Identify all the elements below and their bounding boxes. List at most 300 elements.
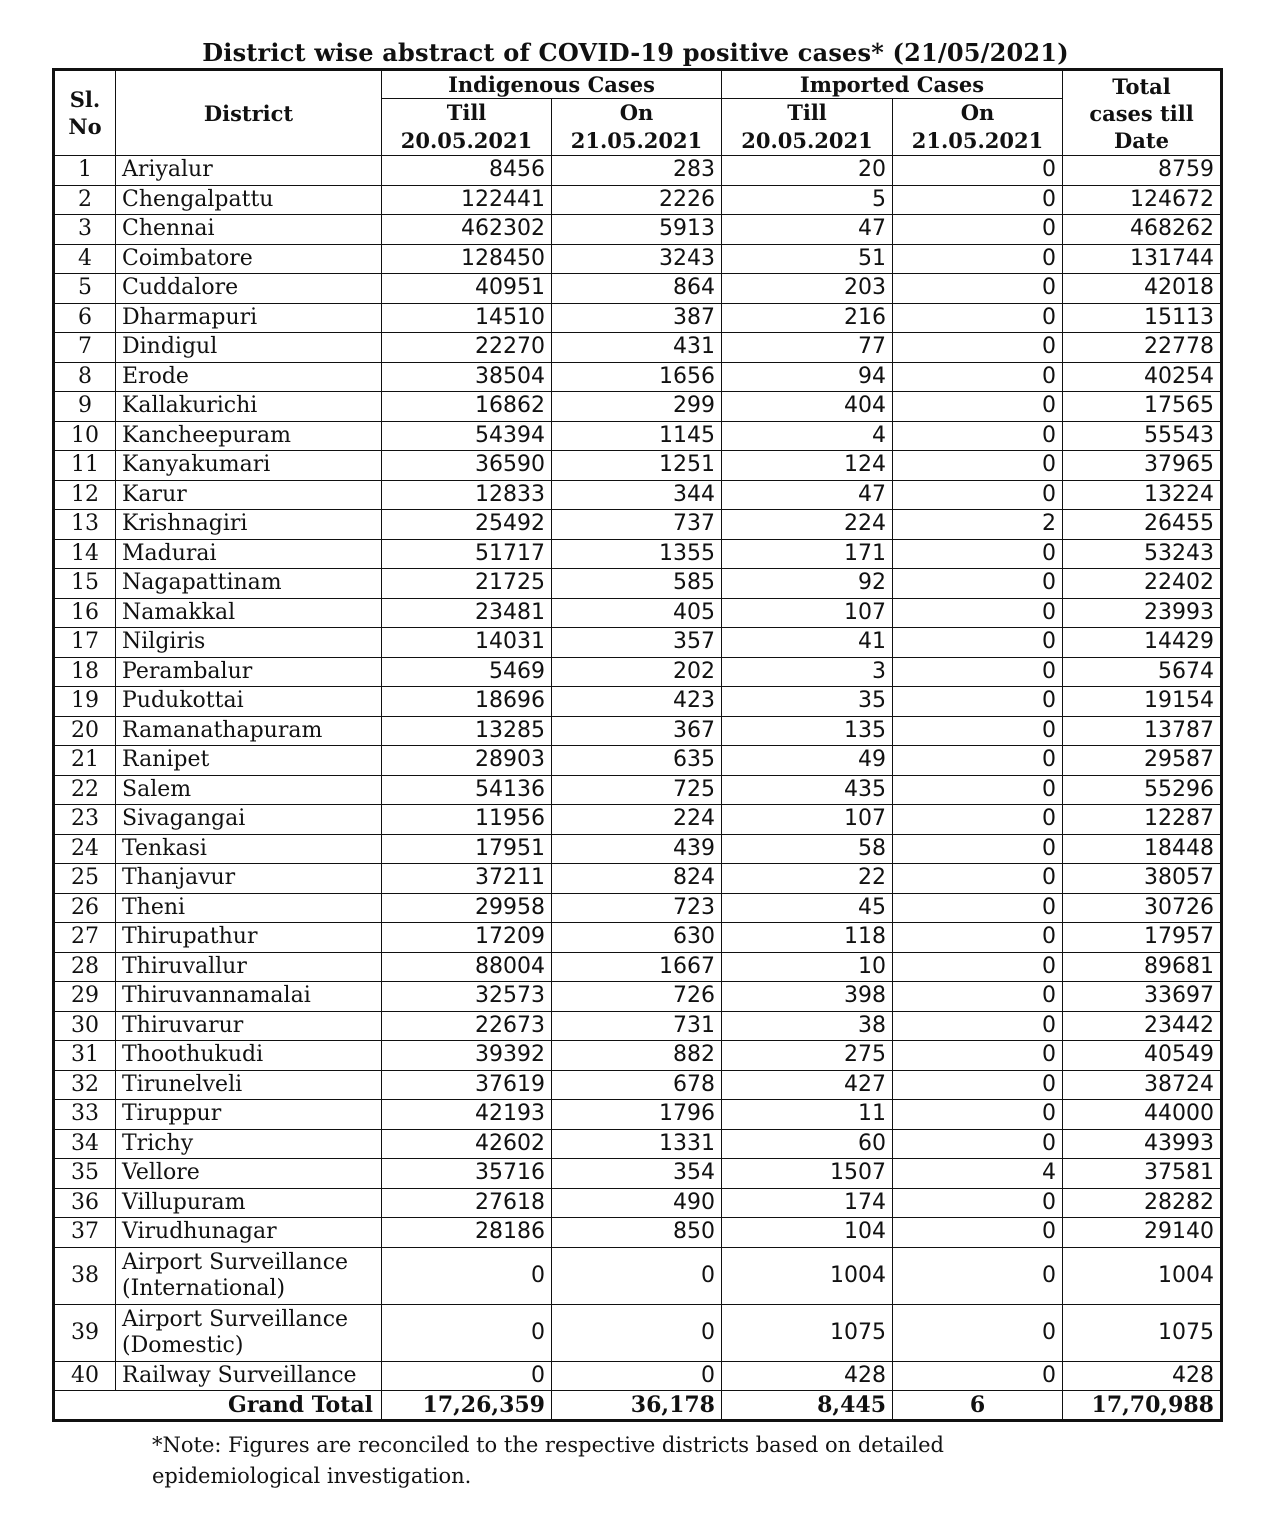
cell-imp-on: 0 xyxy=(893,598,1063,628)
cell-imp-till: 35 xyxy=(722,687,893,717)
cell-district: Perambalur xyxy=(116,657,382,687)
cell-sl-no: 18 xyxy=(54,657,116,687)
table-row xyxy=(54,1218,1222,1248)
cell-ind-on: 283 xyxy=(552,156,722,186)
cell-imp-till: 47 xyxy=(722,480,893,510)
cell-total: 42018 xyxy=(1063,274,1222,304)
cell-total: 19154 xyxy=(1063,687,1222,717)
cell-ind-on: 882 xyxy=(552,1041,722,1071)
table-row xyxy=(54,303,1222,333)
cell-sl-no: 11 xyxy=(54,451,116,481)
cell-imp-on: 0 xyxy=(893,657,1063,687)
cell-ind-till: 17209 xyxy=(382,923,552,953)
cell-sl-no: 23 xyxy=(54,805,116,835)
cell-district: Kancheepuram xyxy=(116,421,382,451)
cell-total: 12287 xyxy=(1063,805,1222,835)
table-row xyxy=(54,982,1222,1012)
cell-ind-till: 36590 xyxy=(382,451,552,481)
cell-ind-till: 35716 xyxy=(382,1159,552,1189)
cell-total: 1075 xyxy=(1063,1304,1222,1361)
cell-imp-till: 10 xyxy=(722,952,893,982)
cell-ind-on: 635 xyxy=(552,746,722,776)
cell-ind-on: 224 xyxy=(552,805,722,835)
cell-imp-on: 0 xyxy=(893,1129,1063,1159)
table-row xyxy=(54,805,1222,835)
cell-imp-till: 51 xyxy=(722,244,893,274)
cell-total: 468262 xyxy=(1063,215,1222,245)
cell-ind-on: 0 xyxy=(552,1304,722,1361)
table-header xyxy=(54,70,1222,156)
cell-ind-till: 28903 xyxy=(382,746,552,776)
table-row xyxy=(54,274,1222,304)
cell-sl-no: 35 xyxy=(54,1159,116,1189)
cell-ind-on: 1331 xyxy=(552,1129,722,1159)
cell-sl-no: 16 xyxy=(54,598,116,628)
cell-total: 14429 xyxy=(1063,628,1222,658)
table-row xyxy=(54,1304,1222,1361)
table-row xyxy=(54,1041,1222,1071)
cell-ind-till: 54136 xyxy=(382,775,552,805)
cell-imp-till: 107 xyxy=(722,805,893,835)
cell-sl-no: 40 xyxy=(54,1361,116,1391)
cell-imp-on: 0 xyxy=(893,1100,1063,1130)
table-row xyxy=(54,1100,1222,1130)
cell-imp-on: 0 xyxy=(893,274,1063,304)
header-ind-on-date: 21.05.2021 xyxy=(552,127,722,156)
table-row xyxy=(54,716,1222,746)
cell-ind-till: 22270 xyxy=(382,333,552,363)
cell-sl-no: 27 xyxy=(54,923,116,953)
cell-imp-till: 77 xyxy=(722,333,893,363)
cell-district: Thiruvarur xyxy=(116,1011,382,1041)
cell-ind-till: 54394 xyxy=(382,421,552,451)
table-row xyxy=(54,333,1222,363)
table-row xyxy=(54,1247,1222,1304)
cell-ind-on: 630 xyxy=(552,923,722,953)
cell-ind-on: 431 xyxy=(552,333,722,363)
cell-sl-no: 37 xyxy=(54,1218,116,1248)
cell-district: Krishnagiri xyxy=(116,510,382,540)
cell-imp-on: 0 xyxy=(893,628,1063,658)
cell-imp-till: 428 xyxy=(722,1361,893,1391)
table-row xyxy=(54,421,1222,451)
cell-imp-till: 1507 xyxy=(722,1159,893,1189)
header-imp-on: On xyxy=(893,99,1063,127)
cell-sl-no: 4 xyxy=(54,244,116,274)
cell-ind-on: 367 xyxy=(552,716,722,746)
table-row xyxy=(54,1011,1222,1041)
cell-imp-till: 224 xyxy=(722,510,893,540)
cell-imp-on: 0 xyxy=(893,1218,1063,1248)
cell-imp-on: 0 xyxy=(893,421,1063,451)
cell-imp-till: 5 xyxy=(722,185,893,215)
table-row xyxy=(54,1070,1222,1100)
table-row xyxy=(54,451,1222,481)
cell-district: Tirunelveli xyxy=(116,1070,382,1100)
grand-total-imp-till: 8,445 xyxy=(722,1391,893,1421)
cell-imp-till: 94 xyxy=(722,362,893,392)
cell-imp-on: 0 xyxy=(893,805,1063,835)
cell-ind-on: 3243 xyxy=(552,244,722,274)
cell-sl-no: 21 xyxy=(54,746,116,776)
cell-ind-till: 11956 xyxy=(382,805,552,835)
cell-ind-till: 22673 xyxy=(382,1011,552,1041)
cell-total: 29140 xyxy=(1063,1218,1222,1248)
page-title: District wise abstract of COVID-19 positive cases* (21/05/2021) xyxy=(202,38,1069,67)
cell-district: Madurai xyxy=(116,539,382,569)
cell-district: Tiruppur xyxy=(116,1100,382,1130)
table-row xyxy=(54,628,1222,658)
cell-imp-till: 3 xyxy=(722,657,893,687)
cell-total: 124672 xyxy=(1063,185,1222,215)
cell-ind-till: 5469 xyxy=(382,657,552,687)
cell-imp-till: 20 xyxy=(722,156,893,186)
header-ind-on: On xyxy=(552,99,722,127)
cell-total: 13224 xyxy=(1063,480,1222,510)
cell-imp-on: 0 xyxy=(893,982,1063,1012)
cell-ind-till: 42193 xyxy=(382,1100,552,1130)
cell-ind-on: 2226 xyxy=(552,185,722,215)
header-indigenous: Indigenous Cases xyxy=(382,70,722,99)
cell-imp-till: 4 xyxy=(722,421,893,451)
cell-ind-till: 14510 xyxy=(382,303,552,333)
cell-imp-till: 135 xyxy=(722,716,893,746)
cell-imp-on: 0 xyxy=(893,480,1063,510)
cell-district: Theni xyxy=(116,893,382,923)
cell-imp-till: 124 xyxy=(722,451,893,481)
cell-imp-on: 0 xyxy=(893,1361,1063,1391)
cell-sl-no: 24 xyxy=(54,834,116,864)
cell-district: Railway Surveillance xyxy=(116,1361,382,1391)
table-row xyxy=(54,1129,1222,1159)
table-row xyxy=(54,392,1222,422)
cell-district: Dharmapuri xyxy=(116,303,382,333)
cell-ind-till: 14031 xyxy=(382,628,552,658)
cell-total: 37965 xyxy=(1063,451,1222,481)
cell-total: 18448 xyxy=(1063,834,1222,864)
cell-ind-till: 38504 xyxy=(382,362,552,392)
cell-imp-on: 0 xyxy=(893,893,1063,923)
cell-imp-on: 0 xyxy=(893,392,1063,422)
cell-district: Virudhunagar xyxy=(116,1218,382,1248)
cell-sl-no: 32 xyxy=(54,1070,116,1100)
cell-ind-on: 678 xyxy=(552,1070,722,1100)
cell-sl-no: 28 xyxy=(54,952,116,982)
cell-total: 55296 xyxy=(1063,775,1222,805)
table-row xyxy=(54,746,1222,776)
cell-ind-on: 726 xyxy=(552,982,722,1012)
cell-ind-on: 439 xyxy=(552,834,722,864)
table-row xyxy=(54,775,1222,805)
cell-imp-on: 0 xyxy=(893,215,1063,245)
cell-total: 33697 xyxy=(1063,982,1222,1012)
cell-district: Nagapattinam xyxy=(116,569,382,599)
cell-sl-no: 1 xyxy=(54,156,116,186)
cell-imp-on: 0 xyxy=(893,775,1063,805)
cell-ind-till: 29958 xyxy=(382,893,552,923)
cell-imp-on: 0 xyxy=(893,539,1063,569)
grand-total-label: Grand Total xyxy=(54,1391,382,1421)
cell-total: 55543 xyxy=(1063,421,1222,451)
cell-district: Thoothukudi xyxy=(116,1041,382,1071)
table-row xyxy=(54,244,1222,274)
cell-imp-on: 0 xyxy=(893,185,1063,215)
cell-district: Thanjavur xyxy=(116,864,382,894)
table-row xyxy=(54,923,1222,953)
cell-total: 8759 xyxy=(1063,156,1222,186)
header-total: Total cases till Date xyxy=(1063,70,1222,156)
cell-district: Villupuram xyxy=(116,1188,382,1218)
header-sl-no: Sl. No xyxy=(54,70,116,156)
cell-total: 23442 xyxy=(1063,1011,1222,1041)
cell-imp-till: 107 xyxy=(722,598,893,628)
cell-imp-till: 49 xyxy=(722,746,893,776)
cell-imp-on: 4 xyxy=(893,1159,1063,1189)
cell-total: 26455 xyxy=(1063,510,1222,540)
cell-district: Kallakurichi xyxy=(116,392,382,422)
header-imp-on-date: 21.05.2021 xyxy=(893,127,1063,156)
cell-ind-till: 27618 xyxy=(382,1188,552,1218)
cell-imp-till: 60 xyxy=(722,1129,893,1159)
cell-ind-on: 737 xyxy=(552,510,722,540)
cell-total: 131744 xyxy=(1063,244,1222,274)
cell-district: Erode xyxy=(116,362,382,392)
cell-ind-till: 23481 xyxy=(382,598,552,628)
cell-sl-no: 6 xyxy=(54,303,116,333)
cell-district: Tenkasi xyxy=(116,834,382,864)
cell-imp-till: 1004 xyxy=(722,1247,893,1304)
cell-total: 17957 xyxy=(1063,923,1222,953)
cell-imp-on: 2 xyxy=(893,510,1063,540)
cell-ind-till: 0 xyxy=(382,1361,552,1391)
cell-ind-till: 21725 xyxy=(382,569,552,599)
cell-ind-till: 42602 xyxy=(382,1129,552,1159)
cell-ind-on: 423 xyxy=(552,687,722,717)
cell-ind-till: 51717 xyxy=(382,539,552,569)
cell-imp-till: 92 xyxy=(722,569,893,599)
table-row xyxy=(54,1159,1222,1189)
cell-total: 43993 xyxy=(1063,1129,1222,1159)
cell-imp-till: 1075 xyxy=(722,1304,893,1361)
cell-ind-till: 32573 xyxy=(382,982,552,1012)
cell-sl-no: 20 xyxy=(54,716,116,746)
cell-imp-till: 174 xyxy=(722,1188,893,1218)
table-footer xyxy=(54,1391,1222,1421)
cell-district: Cuddalore xyxy=(116,274,382,304)
cell-ind-on: 1251 xyxy=(552,451,722,481)
grand-total-imp-on: 6 xyxy=(893,1391,1063,1421)
cell-imp-on: 0 xyxy=(893,923,1063,953)
table-row xyxy=(54,569,1222,599)
grand-total-ind-till: 17,26,359 xyxy=(382,1391,552,1421)
table-row xyxy=(54,185,1222,215)
cell-ind-on: 585 xyxy=(552,569,722,599)
cell-ind-on: 1656 xyxy=(552,362,722,392)
cell-ind-on: 1145 xyxy=(552,421,722,451)
grand-total-ind-on: 36,178 xyxy=(552,1391,722,1421)
footnote: *Note: Figures are reconciled to the respective districts based on detailed epidemiological investigation. xyxy=(152,1433,944,1488)
cell-sl-no: 8 xyxy=(54,362,116,392)
cell-district: Airport Surveillance (Domestic) xyxy=(116,1304,382,1361)
cell-total: 23993 xyxy=(1063,598,1222,628)
cell-ind-on: 202 xyxy=(552,657,722,687)
cell-total: 38057 xyxy=(1063,864,1222,894)
cell-total: 13787 xyxy=(1063,716,1222,746)
cell-ind-on: 344 xyxy=(552,480,722,510)
cell-ind-on: 864 xyxy=(552,274,722,304)
cell-district: Salem xyxy=(116,775,382,805)
table-row xyxy=(54,156,1222,186)
cell-imp-till: 435 xyxy=(722,775,893,805)
table-row xyxy=(54,362,1222,392)
cell-ind-on: 405 xyxy=(552,598,722,628)
cell-imp-on: 0 xyxy=(893,1188,1063,1218)
cell-district: Airport Surveillance (International) xyxy=(116,1247,382,1304)
cell-district: Thirupathur xyxy=(116,923,382,953)
cell-district: Coimbatore xyxy=(116,244,382,274)
cell-ind-till: 39392 xyxy=(382,1041,552,1071)
table-row xyxy=(54,834,1222,864)
cell-imp-till: 171 xyxy=(722,539,893,569)
cell-sl-no: 2 xyxy=(54,185,116,215)
cell-imp-on: 0 xyxy=(893,362,1063,392)
cell-district: Dindigul xyxy=(116,333,382,363)
cell-imp-till: 47 xyxy=(722,215,893,245)
cell-district: Karur xyxy=(116,480,382,510)
cell-sl-no: 36 xyxy=(54,1188,116,1218)
cell-ind-till: 25492 xyxy=(382,510,552,540)
table-row xyxy=(54,539,1222,569)
cell-district: Pudukottai xyxy=(116,687,382,717)
cell-ind-till: 0 xyxy=(382,1304,552,1361)
cell-sl-no: 19 xyxy=(54,687,116,717)
cell-imp-on: 0 xyxy=(893,244,1063,274)
cell-ind-till: 18696 xyxy=(382,687,552,717)
cell-imp-on: 0 xyxy=(893,1011,1063,1041)
cell-sl-no: 31 xyxy=(54,1041,116,1071)
cell-ind-till: 37211 xyxy=(382,864,552,894)
table-row xyxy=(54,893,1222,923)
cell-imp-till: 398 xyxy=(722,982,893,1012)
cell-sl-no: 17 xyxy=(54,628,116,658)
table-body xyxy=(54,156,1222,1391)
cell-total: 44000 xyxy=(1063,1100,1222,1130)
cell-ind-till: 17951 xyxy=(382,834,552,864)
cell-sl-no: 22 xyxy=(54,775,116,805)
table-row xyxy=(54,1188,1222,1218)
cell-imp-till: 104 xyxy=(722,1218,893,1248)
cell-imp-till: 427 xyxy=(722,1070,893,1100)
cell-total: 22402 xyxy=(1063,569,1222,599)
cell-ind-on: 725 xyxy=(552,775,722,805)
grand-total-row xyxy=(54,1391,1222,1421)
cell-total: 29587 xyxy=(1063,746,1222,776)
cell-sl-no: 13 xyxy=(54,510,116,540)
cell-ind-till: 462302 xyxy=(382,215,552,245)
cell-district: Chennai xyxy=(116,215,382,245)
cell-ind-till: 13285 xyxy=(382,716,552,746)
cell-ind-till: 16862 xyxy=(382,392,552,422)
cell-ind-till: 128450 xyxy=(382,244,552,274)
cell-ind-on: 357 xyxy=(552,628,722,658)
grand-total-total: 17,70,988 xyxy=(1063,1391,1222,1421)
cell-district: Trichy xyxy=(116,1129,382,1159)
cell-total: 89681 xyxy=(1063,952,1222,982)
table-row xyxy=(54,510,1222,540)
cell-imp-on: 0 xyxy=(893,746,1063,776)
cell-sl-no: 15 xyxy=(54,569,116,599)
cell-sl-no: 12 xyxy=(54,480,116,510)
cell-total: 428 xyxy=(1063,1361,1222,1391)
cell-ind-on: 1667 xyxy=(552,952,722,982)
cell-imp-till: 45 xyxy=(722,893,893,923)
cell-imp-till: 11 xyxy=(722,1100,893,1130)
header-imp-till: Till xyxy=(722,99,893,127)
cell-sl-no: 34 xyxy=(54,1129,116,1159)
cell-sl-no: 7 xyxy=(54,333,116,363)
cell-sl-no: 5 xyxy=(54,274,116,304)
cell-total: 22778 xyxy=(1063,333,1222,363)
cell-ind-till: 37619 xyxy=(382,1070,552,1100)
cell-imp-till: 118 xyxy=(722,923,893,953)
cell-sl-no: 33 xyxy=(54,1100,116,1130)
cell-imp-on: 0 xyxy=(893,303,1063,333)
cell-ind-on: 0 xyxy=(552,1247,722,1304)
cell-imp-till: 203 xyxy=(722,274,893,304)
cell-sl-no: 30 xyxy=(54,1011,116,1041)
cell-total: 30726 xyxy=(1063,893,1222,923)
cell-imp-on: 0 xyxy=(893,156,1063,186)
cell-ind-on: 354 xyxy=(552,1159,722,1189)
cell-ind-till: 28186 xyxy=(382,1218,552,1248)
cell-imp-till: 275 xyxy=(722,1041,893,1071)
cell-sl-no: 14 xyxy=(54,539,116,569)
cell-imp-on: 0 xyxy=(893,864,1063,894)
cell-ind-on: 1796 xyxy=(552,1100,722,1130)
cell-sl-no: 10 xyxy=(54,421,116,451)
cell-district: Sivagangai xyxy=(116,805,382,835)
cell-imp-till: 216 xyxy=(722,303,893,333)
cell-total: 15113 xyxy=(1063,303,1222,333)
cell-ind-on: 731 xyxy=(552,1011,722,1041)
cell-ind-on: 490 xyxy=(552,1188,722,1218)
cell-ind-till: 122441 xyxy=(382,185,552,215)
cell-ind-on: 387 xyxy=(552,303,722,333)
cell-ind-on: 824 xyxy=(552,864,722,894)
header-imported: Imported Cases xyxy=(722,70,1063,99)
cell-imp-till: 41 xyxy=(722,628,893,658)
cell-imp-on: 0 xyxy=(893,1041,1063,1071)
cell-total: 28282 xyxy=(1063,1188,1222,1218)
cell-imp-on: 0 xyxy=(893,569,1063,599)
cell-sl-no: 9 xyxy=(54,392,116,422)
cell-ind-till: 8456 xyxy=(382,156,552,186)
table-row xyxy=(54,952,1222,982)
cell-imp-till: 22 xyxy=(722,864,893,894)
cell-sl-no: 29 xyxy=(54,982,116,1012)
cell-sl-no: 25 xyxy=(54,864,116,894)
cell-total: 17565 xyxy=(1063,392,1222,422)
cell-total: 37581 xyxy=(1063,1159,1222,1189)
cell-district: Thiruvannamalai xyxy=(116,982,382,1012)
cell-sl-no: 39 xyxy=(54,1304,116,1361)
cell-total: 5674 xyxy=(1063,657,1222,687)
cell-imp-on: 0 xyxy=(893,687,1063,717)
cell-district: Namakkal xyxy=(116,598,382,628)
table-row xyxy=(54,215,1222,245)
cell-total: 38724 xyxy=(1063,1070,1222,1100)
cell-total: 53243 xyxy=(1063,539,1222,569)
